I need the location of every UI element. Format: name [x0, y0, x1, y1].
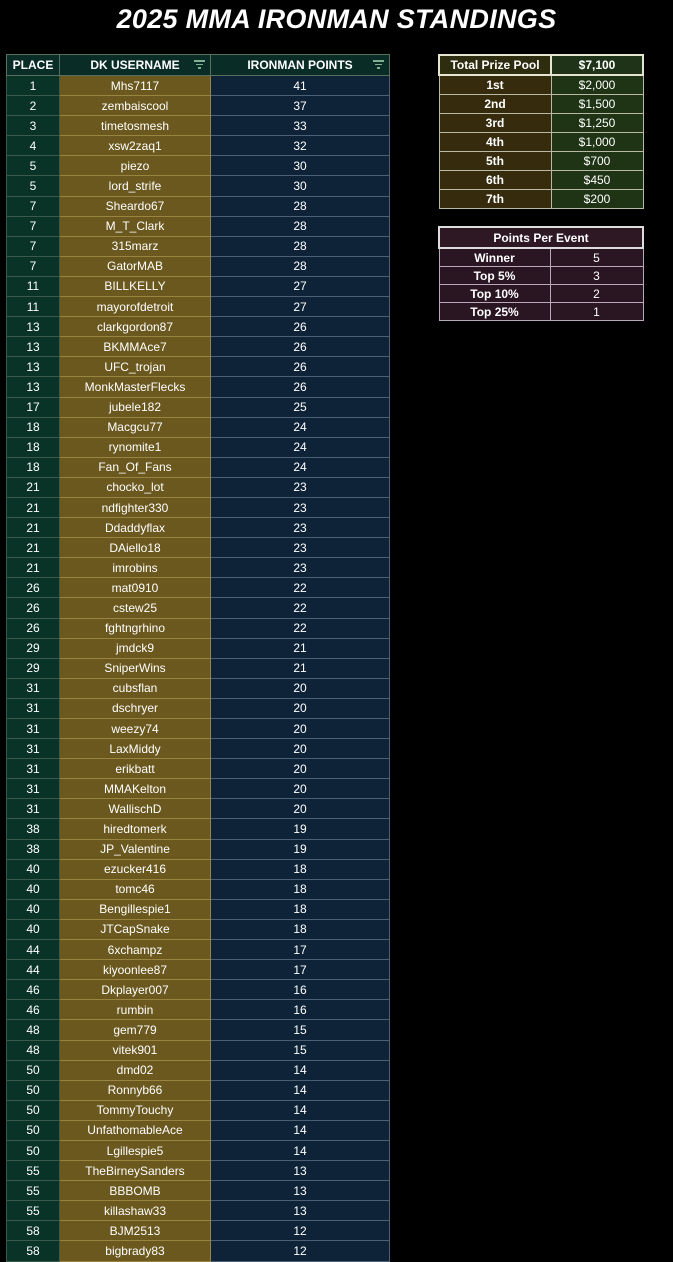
event-tier-label: Winner	[439, 248, 550, 267]
prize-amount: $1,250	[551, 114, 643, 133]
prize-amount: $2,000	[551, 75, 643, 95]
username-cell: weezy74	[60, 719, 211, 739]
place-cell: 7	[7, 256, 60, 276]
place-header[interactable]: PLACE	[7, 55, 60, 76]
points-cell: 22	[211, 578, 390, 598]
points-cell: 19	[211, 839, 390, 859]
points-cell: 19	[211, 819, 390, 839]
table-row	[7, 1020, 390, 1040]
place-cell: 13	[7, 317, 60, 337]
username-cell: mat0910	[60, 578, 211, 598]
points-cell: 12	[211, 1221, 390, 1241]
username-cell: Macgcu77	[60, 417, 211, 437]
filter-icon[interactable]	[373, 60, 384, 69]
place-cell: 48	[7, 1020, 60, 1040]
username-cell: piezo	[60, 156, 211, 176]
table-row	[7, 1201, 390, 1221]
username-cell: bigbrady83	[60, 1241, 211, 1261]
place-cell: 13	[7, 357, 60, 377]
points-per-event-title: Points Per Event	[439, 227, 643, 248]
username-cell: lord_strife	[60, 176, 211, 196]
table-row	[7, 558, 390, 578]
table-row	[7, 698, 390, 718]
username-cell: clarkgordon87	[60, 317, 211, 337]
place-cell: 40	[7, 859, 60, 879]
points-cell: 30	[211, 176, 390, 196]
username-header[interactable]: DK USERNAME	[60, 55, 211, 76]
place-cell: 1	[7, 76, 60, 96]
place-cell: 50	[7, 1120, 60, 1140]
points-cell: 28	[211, 236, 390, 256]
table-row	[7, 417, 390, 437]
event-tier-points: 2	[550, 285, 643, 303]
prize-row	[439, 171, 643, 190]
points-cell: 30	[211, 156, 390, 176]
place-cell: 21	[7, 558, 60, 578]
place-cell: 4	[7, 136, 60, 156]
username-cell: chocko_lot	[60, 477, 211, 497]
points-cell: 20	[211, 779, 390, 799]
points-cell: 20	[211, 799, 390, 819]
points-cell: 21	[211, 638, 390, 658]
username-cell: erikbatt	[60, 759, 211, 779]
points-cell: 27	[211, 276, 390, 296]
place-cell: 26	[7, 578, 60, 598]
points-cell: 23	[211, 497, 390, 517]
points-cell: 15	[211, 1020, 390, 1040]
points-cell: 22	[211, 598, 390, 618]
username-cell: imrobins	[60, 558, 211, 578]
table-row	[7, 116, 390, 136]
points-cell: 13	[211, 1161, 390, 1181]
prize-pool-total: $7,100	[551, 55, 643, 75]
username-cell: JTCapSnake	[60, 919, 211, 939]
event-tier-label: Top 25%	[439, 303, 550, 321]
points-cell: 28	[211, 256, 390, 276]
username-cell: cubsflan	[60, 678, 211, 698]
points-cell: 26	[211, 337, 390, 357]
points-cell: 12	[211, 1241, 390, 1261]
username-cell: SniperWins	[60, 658, 211, 678]
prize-place: 3rd	[439, 114, 551, 133]
table-row	[7, 779, 390, 799]
prize-pool-table	[438, 54, 644, 209]
points-cell: 23	[211, 477, 390, 497]
points-cell: 23	[211, 558, 390, 578]
username-cell: cstew25	[60, 598, 211, 618]
place-cell: 55	[7, 1161, 60, 1181]
username-cell: rumbin	[60, 1000, 211, 1020]
username-cell: Mhs7117	[60, 76, 211, 96]
event-tier-points: 5	[550, 248, 643, 267]
event-tier-points: 3	[550, 267, 643, 285]
points-per-event-row	[439, 267, 643, 285]
table-row	[7, 236, 390, 256]
points-per-event-row	[439, 248, 643, 267]
username-cell: fghtngrhino	[60, 618, 211, 638]
table-row	[7, 1080, 390, 1100]
username-cell: DAiello18	[60, 538, 211, 558]
table-row	[7, 96, 390, 116]
points-cell: 18	[211, 899, 390, 919]
points-cell: 20	[211, 719, 390, 739]
table-row	[7, 678, 390, 698]
table-row	[7, 377, 390, 397]
prize-row	[439, 133, 643, 152]
table-row	[7, 1100, 390, 1120]
username-cell: vitek901	[60, 1040, 211, 1060]
table-row	[7, 658, 390, 678]
place-cell: 21	[7, 518, 60, 538]
prize-pool-header-row	[439, 55, 643, 75]
points-cell: 23	[211, 538, 390, 558]
place-cell: 21	[7, 538, 60, 558]
points-cell: 28	[211, 216, 390, 236]
place-cell: 13	[7, 377, 60, 397]
prize-place: 6th	[439, 171, 551, 190]
points-per-event-row	[439, 303, 643, 321]
place-cell: 13	[7, 337, 60, 357]
place-cell: 7	[7, 196, 60, 216]
table-row	[7, 1161, 390, 1181]
event-tier-points: 1	[550, 303, 643, 321]
table-row	[7, 859, 390, 879]
prize-place: 2nd	[439, 95, 551, 114]
table-row	[7, 799, 390, 819]
points-cell: 14	[211, 1080, 390, 1100]
prize-place: 4th	[439, 133, 551, 152]
username-cell: hiredtomerk	[60, 819, 211, 839]
username-cell: BBBOMB	[60, 1181, 211, 1201]
place-cell: 38	[7, 839, 60, 859]
place-cell: 5	[7, 156, 60, 176]
username-cell: Ronnyb66	[60, 1080, 211, 1100]
place-cell: 50	[7, 1140, 60, 1160]
table-row	[7, 1040, 390, 1060]
username-cell: Fan_Of_Fans	[60, 457, 211, 477]
username-cell: ezucker416	[60, 859, 211, 879]
points-cell: 14	[211, 1140, 390, 1160]
points-cell: 22	[211, 618, 390, 638]
place-cell: 31	[7, 698, 60, 718]
username-cell: WallischD	[60, 799, 211, 819]
prize-row	[439, 95, 643, 114]
place-cell: 55	[7, 1181, 60, 1201]
place-cell: 7	[7, 216, 60, 236]
page-title: 2025 MMA IRONMAN STANDINGS	[116, 4, 557, 34]
table-row	[7, 297, 390, 317]
place-cell: 55	[7, 1201, 60, 1221]
points-cell: 15	[211, 1040, 390, 1060]
prize-amount: $1,500	[551, 95, 643, 114]
username-cell: Bengillespie1	[60, 899, 211, 919]
table-row	[7, 598, 390, 618]
table-row	[7, 839, 390, 859]
table-row	[7, 819, 390, 839]
points-cell: 18	[211, 919, 390, 939]
place-cell: 48	[7, 1040, 60, 1060]
place-cell: 18	[7, 437, 60, 457]
prize-amount: $700	[551, 152, 643, 171]
points-cell: 17	[211, 960, 390, 980]
place-cell: 46	[7, 1000, 60, 1020]
username-cell: mayorofdetroit	[60, 297, 211, 317]
points-cell: 13	[211, 1201, 390, 1221]
username-cell: BILLKELLY	[60, 276, 211, 296]
points-cell: 14	[211, 1100, 390, 1120]
points-cell: 18	[211, 879, 390, 899]
username-cell: rynomite1	[60, 437, 211, 457]
username-cell: gem779	[60, 1020, 211, 1040]
username-cell: BKMMAce7	[60, 337, 211, 357]
place-cell: 31	[7, 799, 60, 819]
points-cell: 24	[211, 417, 390, 437]
points-cell: 41	[211, 76, 390, 96]
username-cell: JP_Valentine	[60, 839, 211, 859]
table-row	[7, 156, 390, 176]
prize-row	[439, 190, 643, 209]
points-cell: 26	[211, 377, 390, 397]
place-cell: 18	[7, 417, 60, 437]
username-cell: UFC_trojan	[60, 357, 211, 377]
prize-place: 1st	[439, 75, 551, 95]
table-row	[7, 980, 390, 1000]
table-row	[7, 1181, 390, 1201]
username-cell: 315marz	[60, 236, 211, 256]
table-row	[7, 739, 390, 759]
filter-icon[interactable]	[194, 60, 205, 69]
standings-header-row	[7, 55, 390, 76]
standings-table	[6, 54, 390, 1262]
table-row	[7, 477, 390, 497]
prize-amount: $1,000	[551, 133, 643, 152]
username-cell: MonkMasterFlecks	[60, 377, 211, 397]
points-per-event-table	[438, 226, 644, 321]
place-cell: 11	[7, 276, 60, 296]
username-cell: jmdck9	[60, 638, 211, 658]
points-header[interactable]: IRONMAN POINTS	[211, 55, 390, 76]
username-cell: killashaw33	[60, 1201, 211, 1221]
prize-row	[439, 75, 643, 95]
points-cell: 25	[211, 397, 390, 417]
place-cell: 29	[7, 638, 60, 658]
username-cell: ndfighter330	[60, 497, 211, 517]
place-cell: 2	[7, 96, 60, 116]
place-cell: 50	[7, 1060, 60, 1080]
table-row	[7, 216, 390, 236]
table-row	[7, 719, 390, 739]
points-cell: 17	[211, 940, 390, 960]
place-cell: 46	[7, 980, 60, 1000]
place-cell: 29	[7, 658, 60, 678]
place-cell: 40	[7, 919, 60, 939]
table-row	[7, 256, 390, 276]
username-cell: Ddaddyflax	[60, 518, 211, 538]
points-cell: 24	[211, 457, 390, 477]
place-cell: 38	[7, 819, 60, 839]
points-cell: 28	[211, 196, 390, 216]
table-row	[7, 759, 390, 779]
table-row	[7, 76, 390, 96]
points-cell: 37	[211, 96, 390, 116]
points-cell: 24	[211, 437, 390, 457]
points-cell: 26	[211, 317, 390, 337]
points-cell: 13	[211, 1181, 390, 1201]
username-cell: xsw2zaq1	[60, 136, 211, 156]
username-cell: BJM2513	[60, 1221, 211, 1241]
username-cell: jubele182	[60, 397, 211, 417]
table-row	[7, 317, 390, 337]
table-row	[7, 337, 390, 357]
username-cell: 6xchampz	[60, 940, 211, 960]
place-cell: 21	[7, 477, 60, 497]
table-row	[7, 497, 390, 517]
table-row	[7, 879, 390, 899]
username-cell: Dkplayer007	[60, 980, 211, 1000]
place-cell: 44	[7, 960, 60, 980]
username-cell: dmd02	[60, 1060, 211, 1080]
place-cell: 58	[7, 1241, 60, 1261]
place-cell: 31	[7, 719, 60, 739]
table-row	[7, 1241, 390, 1261]
points-cell: 16	[211, 1000, 390, 1020]
place-cell: 7	[7, 236, 60, 256]
place-cell: 31	[7, 759, 60, 779]
place-cell: 50	[7, 1080, 60, 1100]
table-row	[7, 1000, 390, 1020]
points-cell: 23	[211, 518, 390, 538]
username-cell: Lgillespie5	[60, 1140, 211, 1160]
place-cell: 21	[7, 497, 60, 517]
prize-place: 7th	[439, 190, 551, 209]
username-cell: TommyTouchy	[60, 1100, 211, 1120]
points-cell: 16	[211, 980, 390, 1000]
event-tier-label: Top 5%	[439, 267, 550, 285]
prize-amount: $200	[551, 190, 643, 209]
table-row	[7, 899, 390, 919]
place-cell: 31	[7, 779, 60, 799]
points-cell: 33	[211, 116, 390, 136]
username-cell: GatorMAB	[60, 256, 211, 276]
table-row	[7, 919, 390, 939]
points-cell: 21	[211, 658, 390, 678]
username-cell: MMAKelton	[60, 779, 211, 799]
table-row	[7, 1120, 390, 1140]
table-row	[7, 1060, 390, 1080]
points-per-event-header-row	[439, 227, 643, 248]
table-row	[7, 578, 390, 598]
username-cell: LaxMiddy	[60, 739, 211, 759]
points-cell: 14	[211, 1120, 390, 1140]
table-row	[7, 437, 390, 457]
table-row	[7, 538, 390, 558]
prize-row	[439, 152, 643, 171]
table-row	[7, 457, 390, 477]
username-cell: Sheardo67	[60, 196, 211, 216]
place-cell: 3	[7, 116, 60, 136]
table-row	[7, 136, 390, 156]
table-row	[7, 960, 390, 980]
points-cell: 32	[211, 136, 390, 156]
place-cell: 44	[7, 940, 60, 960]
points-cell: 14	[211, 1060, 390, 1080]
username-cell: zembaiscool	[60, 96, 211, 116]
place-cell: 50	[7, 1100, 60, 1120]
place-cell: 5	[7, 176, 60, 196]
points-cell: 20	[211, 739, 390, 759]
place-cell: 40	[7, 879, 60, 899]
points-cell: 26	[211, 357, 390, 377]
table-row	[7, 638, 390, 658]
place-cell: 31	[7, 739, 60, 759]
points-cell: 18	[211, 859, 390, 879]
points-cell: 27	[211, 297, 390, 317]
place-cell: 18	[7, 457, 60, 477]
table-row	[7, 1221, 390, 1241]
table-row	[7, 940, 390, 960]
table-row	[7, 357, 390, 377]
points-cell: 20	[211, 759, 390, 779]
place-cell: 58	[7, 1221, 60, 1241]
table-row	[7, 518, 390, 538]
table-row	[7, 276, 390, 296]
prize-pool-label: Total Prize Pool	[439, 55, 551, 75]
username-cell: M_T_Clark	[60, 216, 211, 236]
table-row	[7, 618, 390, 638]
username-cell: tomc46	[60, 879, 211, 899]
points-cell: 20	[211, 678, 390, 698]
table-row	[7, 176, 390, 196]
table-row	[7, 397, 390, 417]
prize-row	[439, 114, 643, 133]
place-cell: 31	[7, 678, 60, 698]
username-cell: timetosmesh	[60, 116, 211, 136]
username-cell: kiyoonlee87	[60, 960, 211, 980]
place-cell: 17	[7, 397, 60, 417]
username-cell: UnfathomableAce	[60, 1120, 211, 1140]
place-cell: 26	[7, 618, 60, 638]
points-per-event-row	[439, 285, 643, 303]
prize-amount: $450	[551, 171, 643, 190]
place-cell: 11	[7, 297, 60, 317]
place-cell: 26	[7, 598, 60, 618]
prize-place: 5th	[439, 152, 551, 171]
points-cell: 20	[211, 698, 390, 718]
event-tier-label: Top 10%	[439, 285, 550, 303]
place-cell: 40	[7, 899, 60, 919]
table-row	[7, 1140, 390, 1160]
table-row	[7, 196, 390, 216]
username-cell: dschryer	[60, 698, 211, 718]
username-cell: TheBirneySanders	[60, 1161, 211, 1181]
